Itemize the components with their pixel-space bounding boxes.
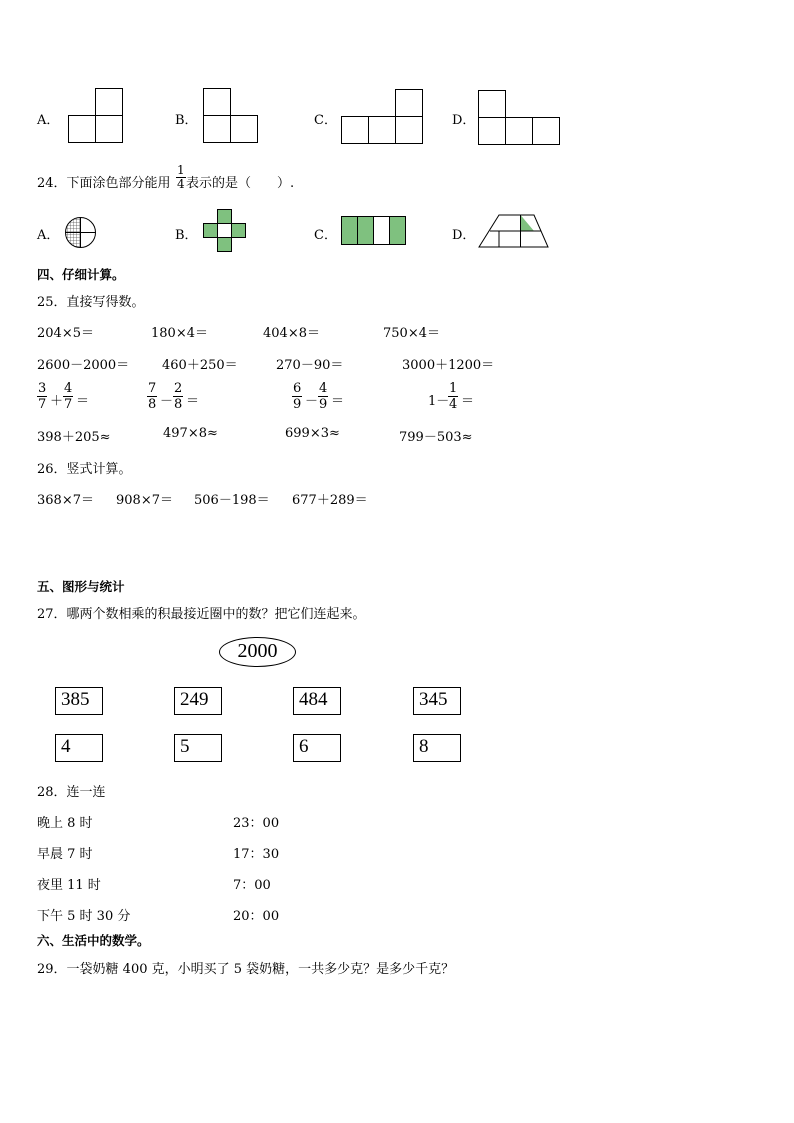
denominator: 9 [319,397,328,412]
q27-top-box-2: 249 [174,687,222,715]
q24-text-prefix: 24．下面涂色部分能用 [37,176,171,191]
q24-fraction [176,164,186,191]
numerator: 6 [293,381,302,396]
q24-fraction-numerator: 1 [177,163,185,177]
q25-row1-item3: 404×8＝ [263,326,320,341]
q28-right-item-3: 7：00 [233,878,271,893]
q25-row4-item1: 398＋205≈ [37,430,111,445]
q25-row3-item4-lead: 1－ [428,394,450,409]
q28-left-item-3: 夜里 11 时 [37,878,101,893]
q25-row3-item2-eq: ＝ [186,394,200,409]
q27-bottom-box-2: 5 [174,734,222,762]
q25-row2-item1: 2600－2000＝ [37,358,130,373]
q25-row3-item2-frac1 [147,381,157,412]
q25-row1-item2: 180×4＝ [151,326,208,341]
q25-row3-item2-frac2 [173,381,183,412]
q24-option-d-label: D． [452,228,476,243]
q23-figure-b [203,88,259,144]
q27-target-oval: 2000 [219,637,296,667]
q27-bottom-box-1: 4 [55,734,103,762]
q25-row3-item3-op: － [305,394,319,409]
denominator: 7 [64,397,73,412]
q27-top-box-4: 345 [413,687,461,715]
section-5-title: 五、图形与统计 [37,579,125,594]
q24-option-c-label: C． [314,228,337,243]
numerator: 4 [64,381,73,396]
q25-row3-item4-frac [448,381,458,412]
q23-option-c-label: C． [314,113,337,128]
q23-option-d-label: D． [452,113,476,128]
q24-figure-d-trapezoid [478,214,550,250]
denominator: 8 [174,397,183,412]
denominator: 7 [38,397,47,412]
q28-left-item-1: 晚上 8 时 [37,816,93,831]
q28-prompt: 28．连一连 [37,785,106,800]
q27-prompt: 27．哪两个数相乘的积最接近圈中的数？把它们连起来。 [37,607,366,622]
q25-row3-item1-eq: ＝ [76,394,90,409]
q26-item4: 677＋289＝ [292,493,368,508]
q25-row2-item2: 460＋250＝ [162,358,238,373]
q25-row3-item1-frac2 [63,381,73,412]
denominator: 8 [148,397,157,412]
q27-top-box-3: 484 [293,687,341,715]
q25-prompt: 25．直接写得数。 [37,295,145,310]
q27-top-box-1: 385 [55,687,103,715]
q23-figure-c [341,89,424,145]
q26-item3: 506－198＝ [194,493,270,508]
q25-row3-item3-frac2 [318,381,328,412]
q23-figure-a [68,88,124,144]
q23-figure-d [478,90,561,146]
q25-row1-item4: 750×4＝ [383,326,440,341]
q26-item1: 368×7＝ [37,493,94,508]
q24-fraction-denominator: 4 [177,177,185,191]
q29-prompt: 29．一袋奶糖 400 克，小明买了 5 袋奶糖，一共多少克？是多少千克？ [37,962,455,977]
section-6-title: 六、生活中的数学。 [37,933,150,948]
q28-left-item-2: 早晨 7 时 [37,847,93,862]
numerator: 4 [319,381,328,396]
q25-row3-item1-op: ＋ [50,394,64,409]
q24-option-b-label: B． [175,228,198,243]
q25-row3-item4-eq: ＝ [461,394,475,409]
q23-option-b-label: B． [175,113,198,128]
q25-row3-item2-op: － [160,394,174,409]
q24-text-suffix: 表示的是（ ）. [186,176,295,191]
q28-right-item-1: 23：00 [233,816,280,831]
q25-row3-item3-eq: ＝ [331,394,345,409]
numerator: 3 [38,381,47,396]
numerator: 7 [148,381,157,396]
q26-prompt: 26．竖式计算。 [37,462,132,477]
q24-figure-c-bar [341,216,409,246]
denominator: 9 [293,397,302,412]
q28-right-item-2: 17：30 [233,847,280,862]
q24-figure-a-circle [64,216,98,250]
q24-figure-b-cross [203,209,247,253]
q25-row2-item4: 3000＋1200＝ [402,358,495,373]
q25-row4-item4: 799－503≈ [399,430,473,445]
q25-row3-item1-frac1 [37,381,47,412]
q25-row4-item2: 497×8≈ [163,426,218,441]
q23-option-a-label: A． [37,113,60,128]
q28-right-item-4: 20：00 [233,909,280,924]
numerator: 1 [449,381,458,396]
numerator: 2 [174,381,183,396]
section-4-title: 四、仔细计算。 [37,267,125,282]
q25-row3-item3-frac1 [292,381,302,412]
q26-item2: 908×7＝ [116,493,173,508]
q24-option-a-label: A． [37,228,60,243]
q25-row2-item3: 270－90＝ [276,358,344,373]
denominator: 4 [449,397,458,412]
q25-row4-item3: 699×3≈ [285,426,340,441]
q25-row1-item1: 204×5＝ [37,326,94,341]
q28-left-item-4: 下午 5 时 30 分 [37,909,131,924]
q27-bottom-box-3: 6 [293,734,341,762]
q27-bottom-box-4: 8 [413,734,461,762]
